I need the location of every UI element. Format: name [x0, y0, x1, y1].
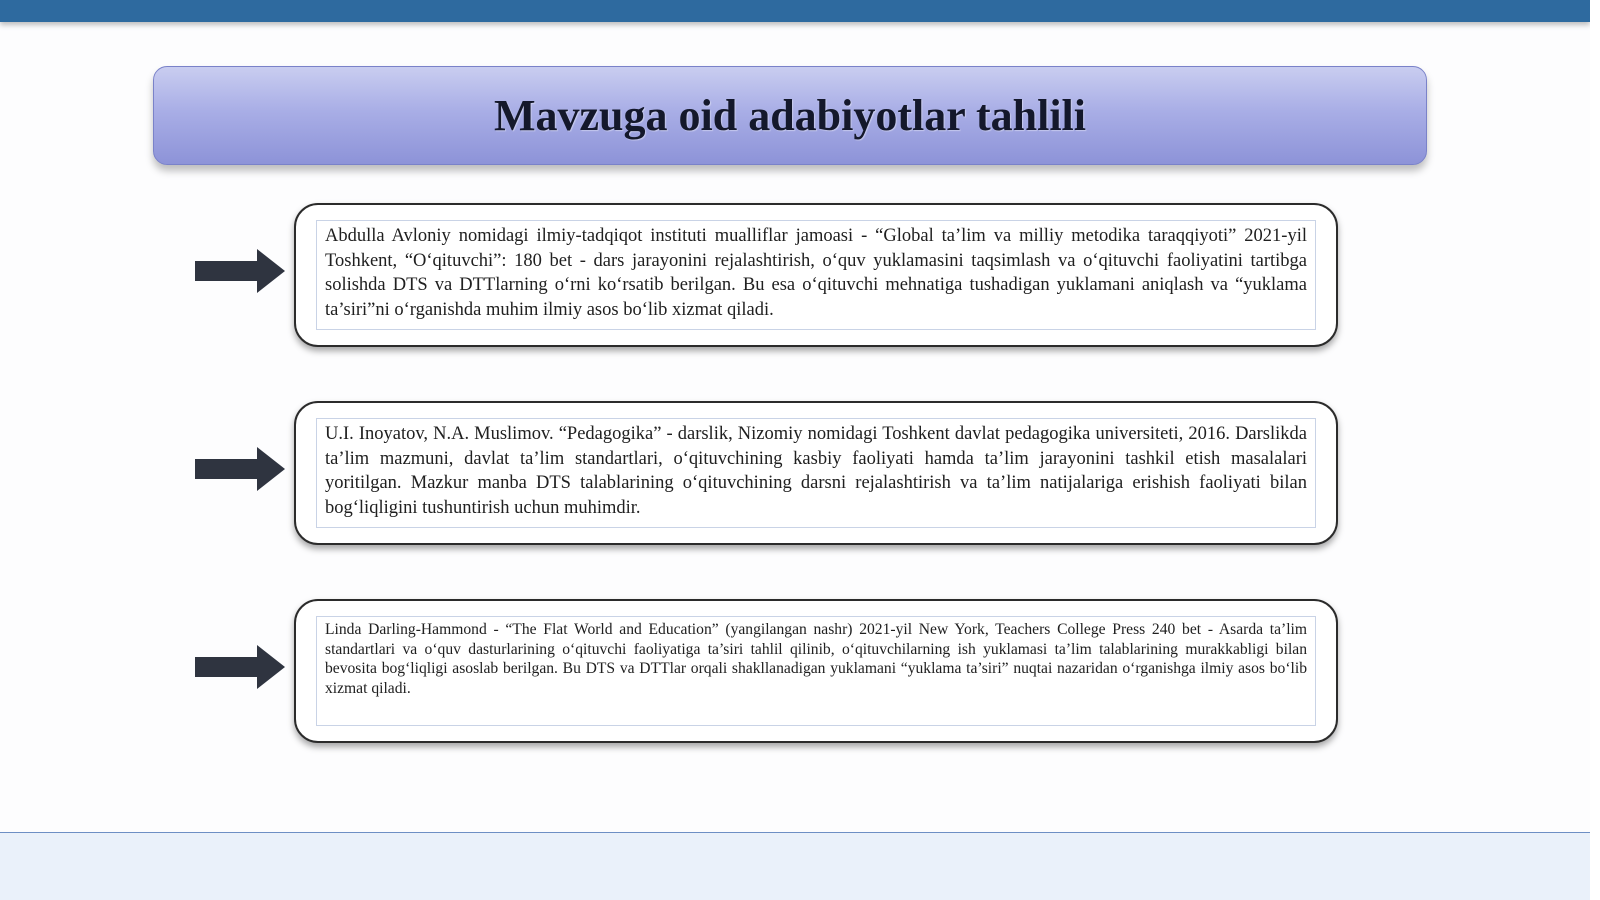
card-text: Abdulla Avloniy nomidagi ilmiy-tadqiqot instituti mualliflar jamoasi - “Global ta’lim va milliy metodika taraqqiyoti” 2021-yil Toshkent, “O‘qituvchi”: 180 bet - dars jarayonini rejalashtirish, o‘quv yuklamasini taqsimlash va o‘qituvchi faoliyatini tartibga solishda DTS va DTTlarning o‘rni ko‘rsatib berilgan. Bu esa o‘qituvchi mehnatiga tushadigan yuklamani aniqlash va “yuklama ta’siri”ni o‘rganishda muhim ilmiy asos bo‘lib xizmat qiladi.: [325, 226, 1307, 320]
literature-card-1: [294, 203, 1338, 347]
card-text: U.I. Inoyatov, N.A. Muslimov. “Pedagogika” - darslik, Nizomiy nomidagi Toshkent davlat pedagogika universiteti, 2016. Darslikda ta’lim mazmuni, davlat ta’lim standartlari, o‘qituvchining kasbiy faoliyati hamda ta’lim jarayonini tashkil etish masalalari yoritilgan. Mazkur manba DTS talablarining o‘qituvchining darsni rejalashtirish va ta’lim natijalariga erishish faoliyati bilan bog‘liqligini tushuntirish uchun muhimdir.: [325, 424, 1307, 518]
right-arrow-icon: [195, 447, 285, 491]
card-text: Linda Darling-Hammond - “The Flat World and Education” (yangilangan nashr) 2021-yil New York, Teachers College Press 240 bet - Asarda ta’lim standartlari va o‘quv dasturlarining o‘qituvchi faoliyatiga ta’siri tahlil qilinib, o‘qituvchilarning ish yuklamasi ta’lim talablarining murakkabligi bilan bevosita bog‘liqligi asoslab berilgan. Bu DTS va DTTlar orqali shakllanadigan yuklamani “yuklama ta’siri” nuqtai nazaridan o‘rganishga ilmiy asos bo‘lib xizmat qiladi.: [325, 621, 1307, 697]
right-arrow-icon: [195, 645, 285, 689]
slide-title: Mavzuga oid adabiyotlar tahlili: [493, 91, 1087, 140]
literature-card-2: [294, 401, 1338, 545]
bottom-band: [0, 832, 1590, 900]
right-arrow-icon: [195, 249, 285, 293]
card-text-box: [316, 220, 1316, 330]
title-box: [153, 66, 1427, 165]
card-text-box: [316, 616, 1316, 726]
literature-card-3: [294, 599, 1338, 743]
card-text-box: [316, 418, 1316, 528]
top-bar: [0, 0, 1590, 22]
right-margin: [1590, 0, 1600, 899]
